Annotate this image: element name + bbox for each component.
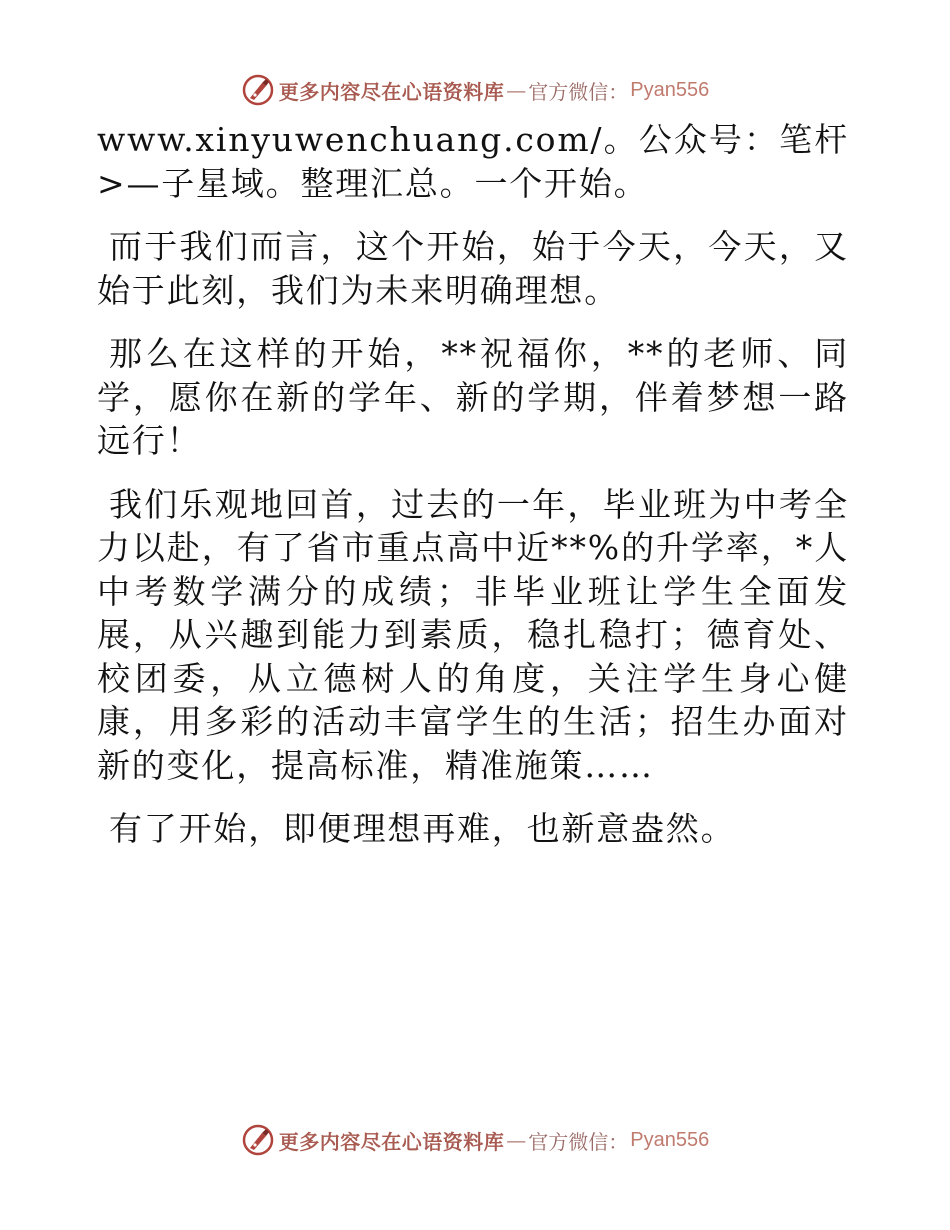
- watermark-separator: —: [506, 78, 527, 102]
- watermark-wechat-id: Pyan556: [630, 1128, 710, 1151]
- paragraph-5: 有了开始，即便理想再难，也新意盎然。: [109, 809, 736, 848]
- pen-nib-logo-icon: [241, 73, 275, 107]
- watermark-wechat-label: 官方微信：: [528, 1129, 629, 1154]
- header-watermark: [0, 70, 950, 110]
- paragraph-2: 而于我们而言，这个开始，始于今天，今天，又始于此刻，我们为未来明确理想。: [97, 227, 849, 310]
- watermark-wechat-id: Pyan556: [630, 78, 710, 101]
- paragraph-4: 我们乐观地回首，过去的一年，毕业班为中考全力以赴，有了省市重点高中近**%的升学率，*人中考数学满分的成绩；非毕业班让学生全面发展，从兴趣到能力到素质，稳扎稳打；德育处、校团委，从立德树人的角度，关注学生身心健康，用多彩的活动丰富学生的生活；招生办面对新的变化，提高标准，精准施策……: [97, 484, 849, 785]
- watermark-separator: —: [506, 1128, 527, 1152]
- document-body: [97, 118, 849, 871]
- watermark-site-text: 更多内容尽在心语资料库: [278, 79, 505, 104]
- paragraph-3: 那么在这样的开始，**祝福你，**的老师、同学，愿你在新的学年、新的学期，伴着梦想一路远行！: [97, 334, 849, 460]
- watermark-site-text: 更多内容尽在心语资料库: [278, 1129, 505, 1154]
- footer-watermark: [0, 1120, 950, 1160]
- pen-nib-logo-icon: [241, 1123, 275, 1157]
- paragraph-1: www.xinyuwenchuang.com/。公众号：笔杆>—子星域。整理汇总。一个开始。: [97, 120, 849, 203]
- watermark-wechat-label: 官方微信：: [528, 79, 629, 104]
